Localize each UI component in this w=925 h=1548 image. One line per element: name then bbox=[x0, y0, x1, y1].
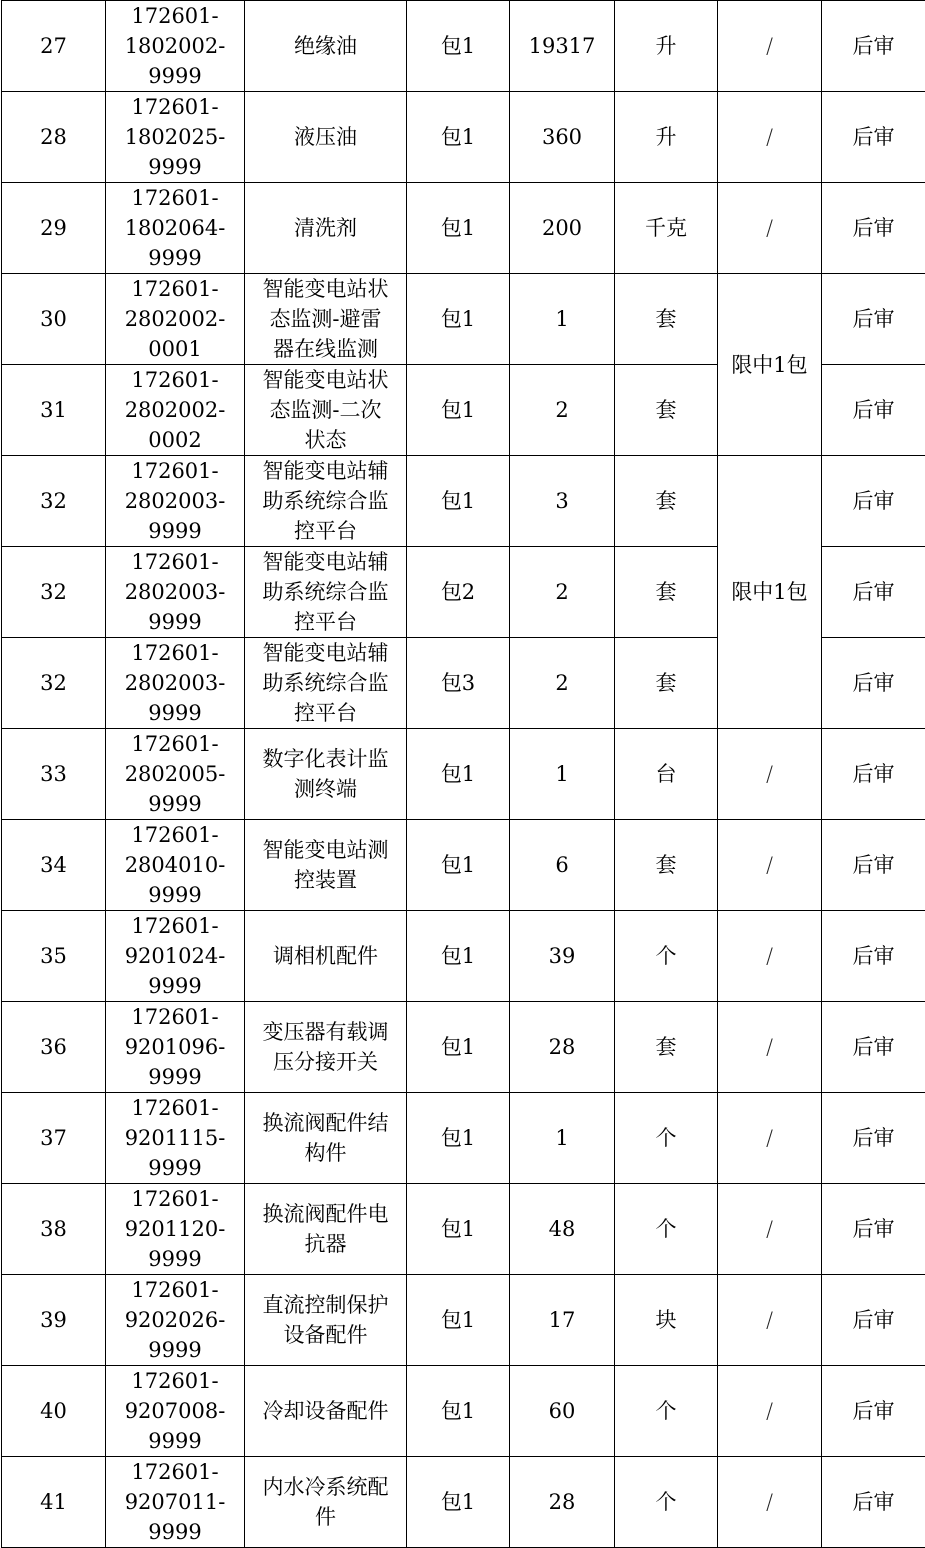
cell-review: 后审 bbox=[822, 547, 925, 638]
cell-limit: / bbox=[718, 1184, 822, 1275]
cell-no: 37 bbox=[2, 1093, 106, 1184]
cell-code: 172601- 9202026- 9999 bbox=[106, 1275, 245, 1366]
cell-unit: 套 bbox=[615, 820, 718, 911]
cell-review: 后审 bbox=[822, 365, 925, 456]
cell-package: 包1 bbox=[407, 1184, 510, 1275]
cell-no: 30 bbox=[2, 274, 106, 365]
table-row bbox=[2, 729, 925, 820]
cell-unit: 个 bbox=[615, 1366, 718, 1457]
cell-package: 包1 bbox=[407, 365, 510, 456]
cell-package: 包1 bbox=[407, 1002, 510, 1093]
cell-limit: / bbox=[718, 1093, 822, 1184]
cell-code: 172601- 9201096- 9999 bbox=[106, 1002, 245, 1093]
cell-code: 172601- 2802005- 9999 bbox=[106, 729, 245, 820]
cell-review: 后审 bbox=[822, 1184, 925, 1275]
cell-unit: 个 bbox=[615, 1184, 718, 1275]
cell-quantity: 2 bbox=[510, 365, 615, 456]
cell-name: 绝缘油 bbox=[245, 1, 407, 92]
table-row bbox=[2, 1, 925, 92]
cell-quantity: 1 bbox=[510, 274, 615, 365]
cell-package: 包1 bbox=[407, 820, 510, 911]
table-row bbox=[2, 1366, 925, 1457]
cell-no: 32 bbox=[2, 456, 106, 547]
cell-quantity: 48 bbox=[510, 1184, 615, 1275]
cell-package: 包1 bbox=[407, 1093, 510, 1184]
cell-name: 换流阀配件电 抗器 bbox=[245, 1184, 407, 1275]
cell-package: 包1 bbox=[407, 1457, 510, 1548]
cell-package: 包1 bbox=[407, 274, 510, 365]
cell-name: 智能变电站状 态监测-二次 状态 bbox=[245, 365, 407, 456]
cell-limit: / bbox=[718, 729, 822, 820]
cell-quantity: 60 bbox=[510, 1366, 615, 1457]
cell-limit: 限中1包 bbox=[718, 456, 822, 729]
cell-limit: / bbox=[718, 92, 822, 183]
cell-package: 包1 bbox=[407, 92, 510, 183]
cell-unit: 个 bbox=[615, 1093, 718, 1184]
cell-name: 智能变电站状 态监测-避雷 器在线监测 bbox=[245, 274, 407, 365]
cell-unit: 块 bbox=[615, 1275, 718, 1366]
cell-package: 包1 bbox=[407, 1275, 510, 1366]
cell-quantity: 19317 bbox=[510, 1, 615, 92]
cell-code: 172601- 9207008- 9999 bbox=[106, 1366, 245, 1457]
cell-review: 后审 bbox=[822, 183, 925, 274]
cell-quantity: 1 bbox=[510, 729, 615, 820]
cell-review: 后审 bbox=[822, 1002, 925, 1093]
cell-unit: 个 bbox=[615, 911, 718, 1002]
cell-no: 32 bbox=[2, 547, 106, 638]
cell-no: 32 bbox=[2, 638, 106, 729]
cell-no: 29 bbox=[2, 183, 106, 274]
cell-name: 清洗剂 bbox=[245, 183, 407, 274]
cell-code: 172601- 9201024- 9999 bbox=[106, 911, 245, 1002]
cell-quantity: 39 bbox=[510, 911, 615, 1002]
cell-package: 包2 bbox=[407, 547, 510, 638]
cell-quantity: 28 bbox=[510, 1002, 615, 1093]
cell-code: 172601- 2804010- 9999 bbox=[106, 820, 245, 911]
table-row bbox=[2, 911, 925, 1002]
cell-review: 后审 bbox=[822, 92, 925, 183]
cell-code: 172601- 1802002- 9999 bbox=[106, 1, 245, 92]
cell-name: 数字化表计监 测终端 bbox=[245, 729, 407, 820]
cell-name: 内水冷系统配 件 bbox=[245, 1457, 407, 1548]
cell-unit: 套 bbox=[615, 1002, 718, 1093]
cell-limit: / bbox=[718, 1, 822, 92]
cell-unit: 千克 bbox=[615, 183, 718, 274]
cell-unit: 套 bbox=[615, 547, 718, 638]
procurement-table bbox=[1, 0, 925, 1548]
cell-package: 包1 bbox=[407, 911, 510, 1002]
cell-no: 38 bbox=[2, 1184, 106, 1275]
cell-code: 172601- 2802003- 9999 bbox=[106, 638, 245, 729]
cell-no: 41 bbox=[2, 1457, 106, 1548]
cell-limit: / bbox=[718, 1457, 822, 1548]
cell-no: 35 bbox=[2, 911, 106, 1002]
table-row bbox=[2, 1184, 925, 1275]
cell-no: 39 bbox=[2, 1275, 106, 1366]
cell-quantity: 2 bbox=[510, 547, 615, 638]
table-row bbox=[2, 1275, 925, 1366]
cell-review: 后审 bbox=[822, 456, 925, 547]
table-row bbox=[2, 1093, 925, 1184]
cell-review: 后审 bbox=[822, 638, 925, 729]
cell-unit: 个 bbox=[615, 1457, 718, 1548]
cell-unit: 升 bbox=[615, 92, 718, 183]
cell-package: 包1 bbox=[407, 729, 510, 820]
cell-limit: / bbox=[718, 1002, 822, 1093]
cell-quantity: 28 bbox=[510, 1457, 615, 1548]
cell-no: 31 bbox=[2, 365, 106, 456]
cell-name: 智能变电站辅 助系统综合监 控平台 bbox=[245, 638, 407, 729]
table-row bbox=[2, 820, 925, 911]
cell-code: 172601- 2802002- 0002 bbox=[106, 365, 245, 456]
table-row bbox=[2, 1002, 925, 1093]
cell-name: 调相机配件 bbox=[245, 911, 407, 1002]
cell-code: 172601- 9201115- 9999 bbox=[106, 1093, 245, 1184]
cell-quantity: 2 bbox=[510, 638, 615, 729]
cell-package: 包1 bbox=[407, 183, 510, 274]
cell-review: 后审 bbox=[822, 911, 925, 1002]
cell-review: 后审 bbox=[822, 1457, 925, 1548]
cell-package: 包1 bbox=[407, 456, 510, 547]
cell-name: 冷却设备配件 bbox=[245, 1366, 407, 1457]
cell-code: 172601- 2802002- 0001 bbox=[106, 274, 245, 365]
cell-review: 后审 bbox=[822, 1366, 925, 1457]
cell-code: 172601- 1802064- 9999 bbox=[106, 183, 245, 274]
cell-quantity: 3 bbox=[510, 456, 615, 547]
cell-package: 包1 bbox=[407, 1, 510, 92]
cell-limit: / bbox=[718, 183, 822, 274]
cell-name: 变压器有载调 压分接开关 bbox=[245, 1002, 407, 1093]
table-row bbox=[2, 92, 925, 183]
cell-name: 智能变电站测 控装置 bbox=[245, 820, 407, 911]
cell-unit: 套 bbox=[615, 365, 718, 456]
cell-package: 包3 bbox=[407, 638, 510, 729]
cell-quantity: 1 bbox=[510, 1093, 615, 1184]
cell-quantity: 17 bbox=[510, 1275, 615, 1366]
cell-unit: 台 bbox=[615, 729, 718, 820]
cell-unit: 升 bbox=[615, 1, 718, 92]
cell-name: 智能变电站辅 助系统综合监 控平台 bbox=[245, 547, 407, 638]
cell-unit: 套 bbox=[615, 456, 718, 547]
cell-code: 172601- 9201120- 9999 bbox=[106, 1184, 245, 1275]
cell-review: 后审 bbox=[822, 274, 925, 365]
cell-review: 后审 bbox=[822, 820, 925, 911]
cell-unit: 套 bbox=[615, 274, 718, 365]
cell-name: 智能变电站辅 助系统综合监 控平台 bbox=[245, 456, 407, 547]
table-row bbox=[2, 274, 925, 365]
cell-no: 36 bbox=[2, 1002, 106, 1093]
cell-no: 34 bbox=[2, 820, 106, 911]
cell-no: 33 bbox=[2, 729, 106, 820]
cell-package: 包1 bbox=[407, 1366, 510, 1457]
cell-quantity: 6 bbox=[510, 820, 615, 911]
cell-limit: / bbox=[718, 911, 822, 1002]
cell-no: 27 bbox=[2, 1, 106, 92]
cell-review: 后审 bbox=[822, 1275, 925, 1366]
cell-unit: 套 bbox=[615, 638, 718, 729]
cell-name: 直流控制保护 设备配件 bbox=[245, 1275, 407, 1366]
cell-review: 后审 bbox=[822, 1093, 925, 1184]
cell-no: 40 bbox=[2, 1366, 106, 1457]
cell-limit: 限中1包 bbox=[718, 274, 822, 456]
cell-name: 换流阀配件结 构件 bbox=[245, 1093, 407, 1184]
table-row bbox=[2, 1457, 925, 1548]
table-row bbox=[2, 183, 925, 274]
cell-code: 172601- 1802025- 9999 bbox=[106, 92, 245, 183]
cell-limit: / bbox=[718, 1275, 822, 1366]
cell-review: 后审 bbox=[822, 1, 925, 92]
cell-no: 28 bbox=[2, 92, 106, 183]
cell-code: 172601- 2802003- 9999 bbox=[106, 456, 245, 547]
cell-code: 172601- 9207011- 9999 bbox=[106, 1457, 245, 1548]
cell-limit: / bbox=[718, 820, 822, 911]
cell-review: 后审 bbox=[822, 729, 925, 820]
cell-quantity: 200 bbox=[510, 183, 615, 274]
cell-quantity: 360 bbox=[510, 92, 615, 183]
cell-limit: / bbox=[718, 1366, 822, 1457]
cell-name: 液压油 bbox=[245, 92, 407, 183]
table-row bbox=[2, 456, 925, 547]
cell-code: 172601- 2802003- 9999 bbox=[106, 547, 245, 638]
